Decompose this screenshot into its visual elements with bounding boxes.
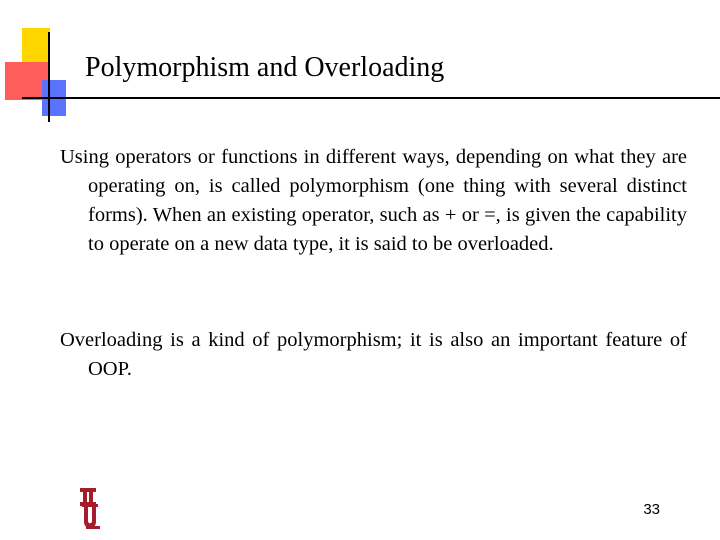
page-number: 33 bbox=[643, 501, 660, 518]
corner-decoration-vertical-line bbox=[48, 32, 50, 122]
ou-monogram-icon bbox=[76, 486, 110, 530]
body-paragraph-2: Overloading is a kind of polymorphism; it is also an important feature of OOP. bbox=[60, 329, 687, 380]
body-paragraph-1: Using operators or functions in different ways, depending on what they are operating on, is called polymorphism (one thing with several distinct forms). When an existing operator, such as + or =, is given the capability to operate on a new data type, it is said to be overloaded. bbox=[60, 146, 687, 255]
slide-title: Polymorphism and Overloading bbox=[85, 52, 445, 83]
title-underline bbox=[22, 97, 720, 99]
